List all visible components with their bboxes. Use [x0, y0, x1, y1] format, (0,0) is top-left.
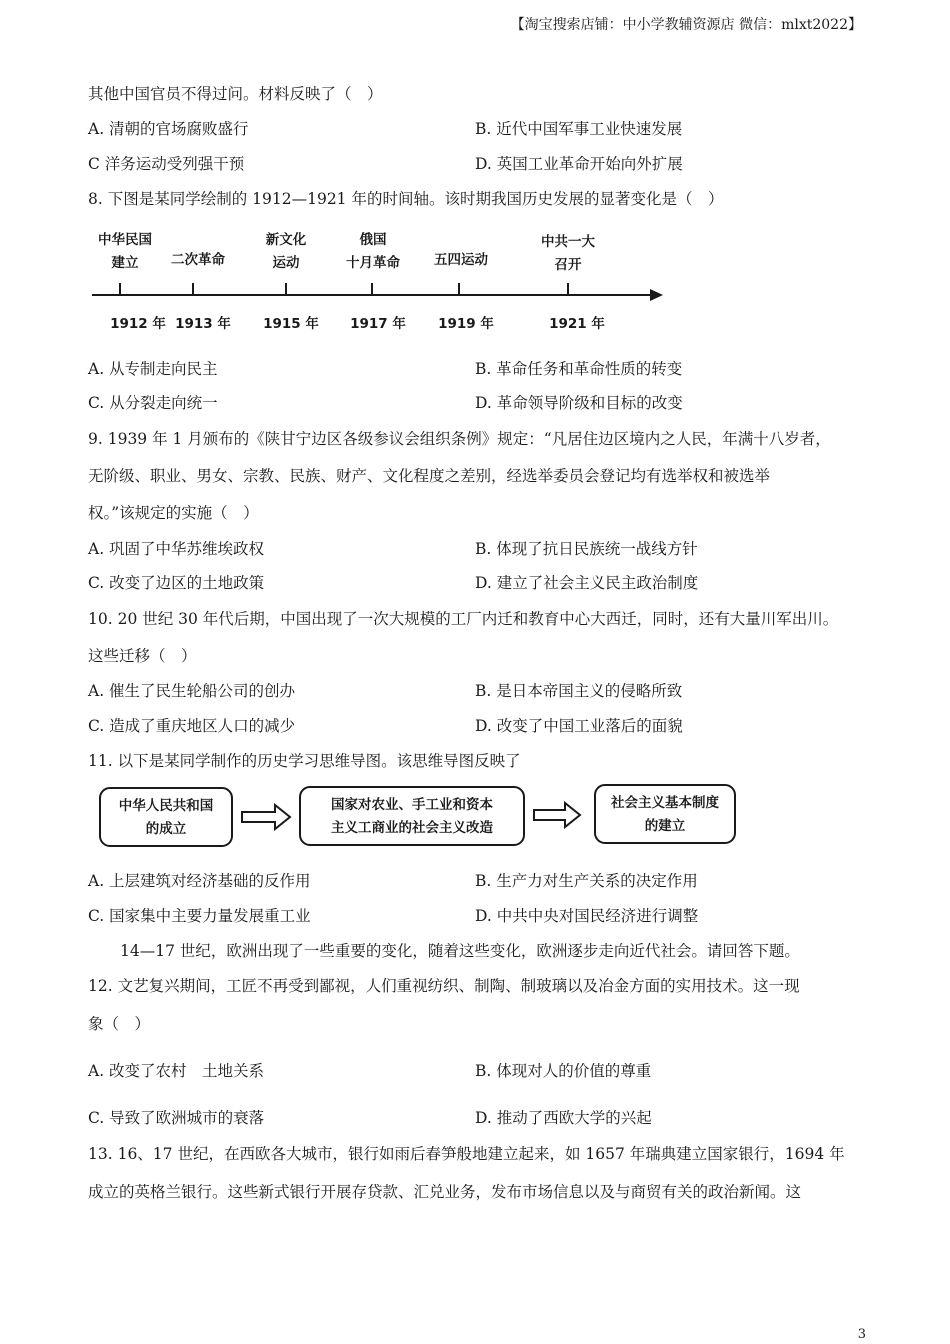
q10-option-d: D. 改变了中国工业落后的面貌	[475, 717, 683, 735]
timeline-event-1913: 二次革命	[171, 252, 225, 268]
q10-option-a: A. 催生了民生轮船公司的创办	[88, 682, 296, 700]
page-header: 【淘宝搜索店铺：中小学教辅资源店 微信：mlxt2022】	[510, 17, 862, 33]
mind-map-box-1-line-2: 的成立	[145, 821, 187, 837]
q12-option-a: A. 改变了农村 土地关系	[88, 1062, 265, 1080]
q7-option-c: C 洋务运动受列强干预	[88, 155, 245, 173]
mind-map-box-3-line-2: 的建立	[644, 818, 686, 834]
timeline-event-1915-bottom: 运动	[272, 255, 300, 271]
q10-option-c: C. 造成了重庆地区人口的减少	[88, 717, 296, 735]
q10-stem-line-2: 这些迁移（ ）	[88, 647, 197, 665]
section-intro: 14—17 世纪，欧洲出现了一些重要的变化，随着这些变化，欧洲逐步走向近代社会。请回答下题。	[120, 942, 800, 960]
mind-map-box-1	[100, 788, 232, 846]
q12-stem-line-1: 12. 文艺复兴期间，工匠不再受到鄙视，人们重视纺织、制陶、制玻璃以及冶金方面的实用技术。这一现	[88, 977, 800, 995]
q9-stem-line-3: 权。”该规定的实施（ ）	[88, 504, 259, 522]
q7-stem-tail: 其他中国官员不得过问。材料反映了（ ）	[88, 85, 383, 103]
q12-option-d: D. 推动了西欧大学的兴起	[475, 1109, 652, 1127]
q8-option-d: D. 革命领导阶级和目标的改变	[475, 394, 683, 412]
q8-option-c: C. 从分裂走向统一	[88, 394, 218, 412]
q13-stem-line-2: 成立的英格兰银行。这些新式银行开展存贷款、汇兑业务，发布市场信息以及与商贸有关的政治新闻。这	[88, 1183, 802, 1201]
mind-map-box-3-line-1: 社会主义基本制度	[611, 795, 719, 811]
q9-option-a: A. 巩固了中华苏维埃政权	[88, 540, 265, 558]
mind-map-box-3	[595, 785, 735, 843]
timeline-event-1921-top: 中共一大	[541, 234, 595, 250]
q12-option-c: C. 导致了欧洲城市的衰落	[88, 1109, 265, 1127]
mind-map-box-2	[300, 787, 524, 845]
mind-map-figure	[95, 782, 745, 854]
mind-map-box-1-line-1: 中华人民共和国	[118, 798, 214, 814]
timeline-event-1912-top: 中华民国	[98, 232, 152, 248]
q12-stem-line-2: 象（ ）	[88, 1015, 151, 1033]
timeline-event-1921-bottom: 召开	[554, 257, 582, 273]
mind-map-arrow-1	[242, 805, 290, 829]
q9-option-b: B. 体现了抗日民族统一战线方针	[475, 540, 698, 558]
q9-stem-line-1: 9. 1939 年 1 月颁布的《陕甘宁边区各级参议会组织条例》规定：“凡居住边区境内之人民，年满十八岁者，	[88, 430, 831, 448]
q9-option-c: C. 改变了边区的土地政策	[88, 574, 265, 592]
q8-stem: 8. 下图是某同学绘制的 1912—1921 年的时间轴。该时期我国历史发展的显著变化是（ ）	[88, 190, 724, 208]
q11-option-c: C. 国家集中主要力量发展重工业	[88, 907, 311, 925]
q13-stem-line-1: 13. 16、17 世纪，在西欧各大城市，银行如雨后春笋般地建立起来，如 1657 年瑞典建立国家银行，1694 年	[88, 1145, 845, 1163]
q8-option-a: A. 从专制走向民主	[88, 360, 218, 378]
q9-stem-line-2: 无阶级、职业、男女、宗教、民族、财产、文化程度之差别，经选举委员会登记均有选举权和被选举	[88, 467, 771, 485]
timeline-year-1921: 1921 年	[549, 316, 605, 332]
timeline-event-1919: 五四运动	[434, 252, 488, 268]
mind-map-box-2-line-1: 国家对农业、手工业和资本	[331, 797, 493, 813]
timeline-year-1919: 1919 年	[438, 316, 494, 332]
timeline-arrowhead	[650, 289, 663, 301]
timeline-year-1912: 1912 年	[110, 316, 166, 332]
timeline-event-1917-bottom: 十月革命	[346, 255, 400, 271]
timeline-event-1912-bottom: 建立	[111, 255, 139, 271]
q7-option-d: D. 英国工业革命开始向外扩展	[475, 155, 683, 173]
page-number: 3	[857, 1327, 866, 1342]
q7-option-a: A. 清朝的官场腐败盛行	[88, 120, 249, 138]
q10-stem-line-1: 10. 20 世纪 30 年代后期，中国出现了一次大规模的工厂内迁和教育中心大西迁，同时，还有大量川军出川。	[88, 610, 839, 628]
timeline-event-1915-top: 新文化	[265, 232, 307, 248]
q11-stem: 11. 以下是某同学制作的历史学习思维导图。该思维导图反映了	[88, 752, 521, 770]
q11-option-d: D. 中共中央对国民经济进行调整	[475, 907, 699, 925]
timeline-year-1915: 1915 年	[263, 316, 319, 332]
mind-map-box-2-line-2: 主义工商业的社会主义改造	[331, 820, 493, 836]
timeline-event-1917-top: 俄国	[359, 232, 387, 248]
q10-option-b: B. 是日本帝国主义的侵略所致	[475, 682, 683, 700]
q12-option-b: B. 体现对人的价值的尊重	[475, 1062, 652, 1080]
q8-option-b: B. 革命任务和革命性质的转变	[475, 360, 683, 378]
mind-map-arrow-2	[534, 803, 580, 827]
q11-option-b: B. 生产力对生产关系的决定作用	[475, 872, 698, 890]
timeline-year-1913: 1913 年	[175, 316, 231, 332]
q7-option-b: B. 近代中国军事工业快速发展	[475, 120, 683, 138]
timeline-year-1917: 1917 年	[350, 316, 406, 332]
q11-option-a: A. 上层建筑对经济基础的反作用	[88, 872, 311, 890]
timeline-figure	[80, 225, 680, 340]
q9-option-d: D. 建立了社会主义民主政治制度	[475, 574, 699, 592]
